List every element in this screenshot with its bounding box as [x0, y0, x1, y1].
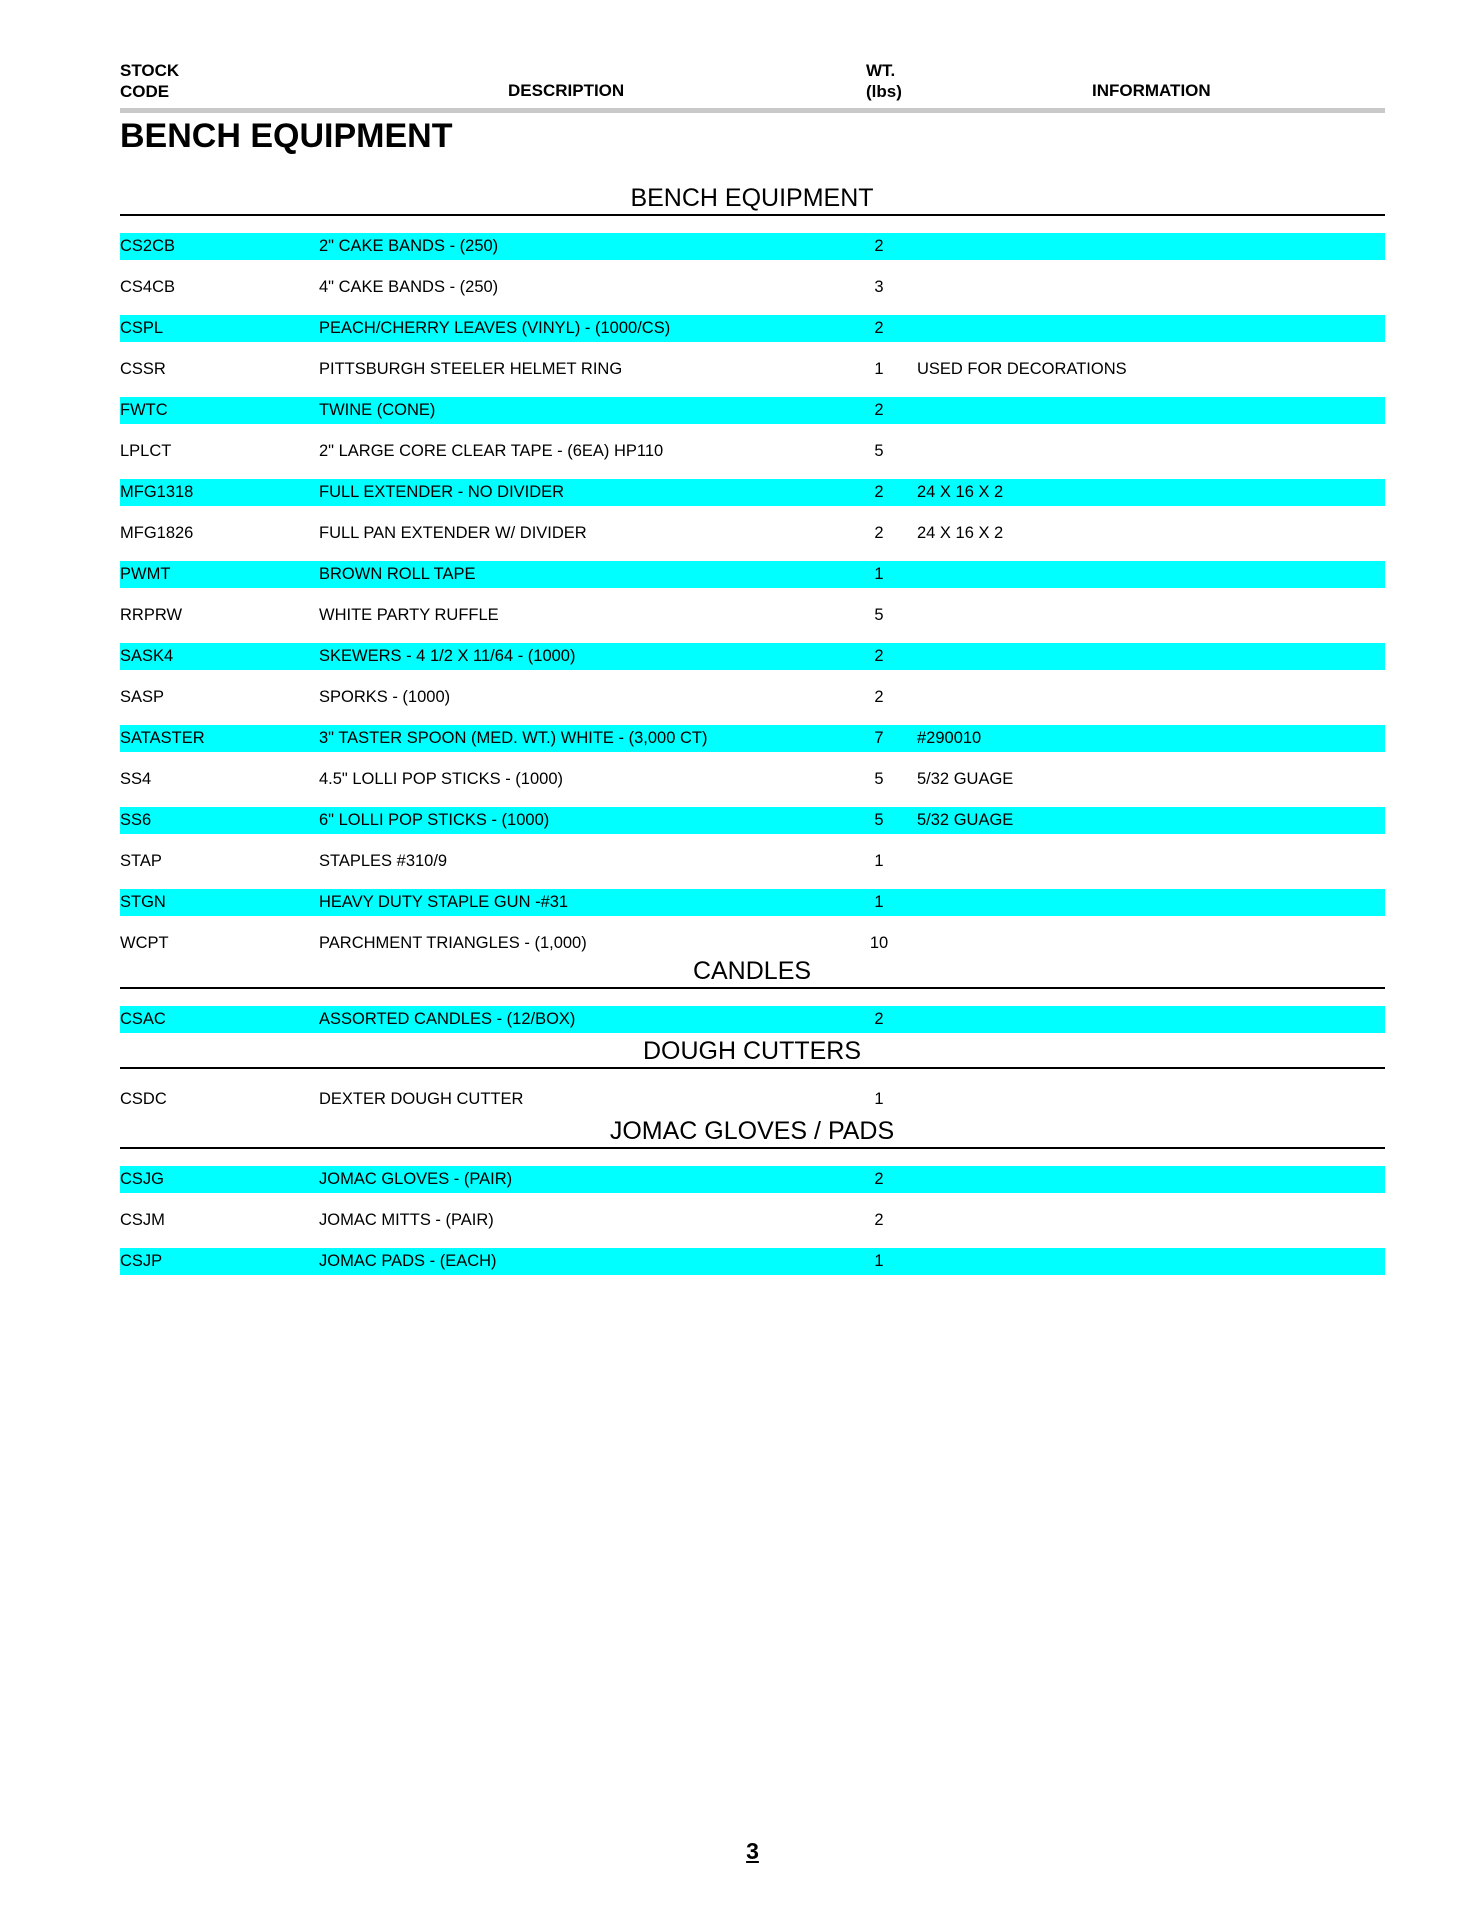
stock-code-cell: SS4 — [120, 770, 152, 788]
section — [120, 182, 1385, 957]
table-row — [120, 807, 1385, 834]
page-title: BENCH EQUIPMENT — [120, 117, 453, 155]
information-cell: 5/32 GUAGE — [917, 811, 1014, 829]
table-row — [120, 1166, 1385, 1193]
description-cell: WHITE PARTY RUFFLE — [319, 606, 499, 624]
section — [120, 1035, 1385, 1113]
weight-cell: 2 — [874, 524, 884, 542]
description-cell: TWINE (CONE) — [319, 401, 436, 419]
stock-code-cell: STGN — [120, 893, 166, 911]
description-cell: SPORKS - (1000) — [319, 688, 451, 706]
description-cell: HEAVY DUTY STAPLE GUN -#31 — [319, 893, 569, 911]
table-row — [120, 438, 1385, 465]
column-header — [120, 56, 1385, 113]
section — [120, 955, 1385, 1033]
stock-code-cell: PWMT — [120, 565, 171, 583]
stock-code-cell: CS4CB — [120, 278, 176, 296]
weight-cell: 1 — [874, 893, 884, 911]
weight-cell: 3 — [874, 278, 884, 296]
section-title — [120, 955, 1385, 989]
description-cell: 6" LOLLI POP STICKS - (1000) — [319, 811, 550, 829]
stock-code-cell: STAP — [120, 852, 162, 870]
information-cell: 5/32 GUAGE — [917, 770, 1014, 788]
description-cell: PARCHMENT TRIANGLES - (1,000) — [319, 934, 587, 952]
weight-cell: 7 — [874, 729, 884, 747]
section-title — [120, 1115, 1385, 1149]
stock-code-cell: CSSR — [120, 360, 166, 378]
section — [120, 1115, 1385, 1275]
table-row — [120, 1248, 1385, 1275]
weight-cell: 2 — [874, 1170, 884, 1188]
weight-cell: 1 — [874, 1090, 884, 1108]
table-row — [120, 1086, 1385, 1113]
table-row — [120, 520, 1385, 547]
weight-cell: 2 — [874, 647, 884, 665]
header-wt-line1: WT. — [866, 61, 896, 80]
section-title-text: JOMAC GLOVES / PADS — [609, 1117, 895, 1145]
description-cell: JOMAC MITTS - (PAIR) — [319, 1211, 494, 1229]
header-weight — [866, 60, 902, 102]
information-cell: 24 X 16 X 2 — [917, 483, 1004, 501]
weight-cell: 1 — [874, 852, 884, 870]
section-rows — [120, 1069, 1385, 1113]
description-cell: 2" CAKE BANDS - (250) — [319, 237, 499, 255]
weight-cell: 2 — [874, 1211, 884, 1229]
weight-cell: 5 — [874, 442, 884, 460]
stock-code-cell: SASP — [120, 688, 165, 706]
description-cell: STAPLES #310/9 — [319, 852, 448, 870]
description-cell: FULL PAN EXTENDER W/ DIVIDER — [319, 524, 587, 542]
description-cell: FULL EXTENDER - NO DIVIDER — [319, 483, 565, 501]
table-row — [120, 1006, 1385, 1033]
table-row — [120, 479, 1385, 506]
description-cell: SKEWERS - 4 1/2 X 11/64 - (1000) — [319, 647, 576, 665]
table-row — [120, 766, 1385, 793]
description-cell: JOMAC PADS - (EACH) — [319, 1252, 497, 1270]
weight-cell: 5 — [874, 811, 884, 829]
section-title-text: DOUGH CUTTERS — [642, 1037, 862, 1065]
stock-code-cell: CSDC — [120, 1090, 167, 1108]
information-cell: 24 X 16 X 2 — [917, 524, 1004, 542]
section-title — [120, 182, 1385, 216]
weight-cell: 1 — [874, 1252, 884, 1270]
table-row — [120, 233, 1385, 260]
table-row — [120, 397, 1385, 424]
description-cell: ASSORTED CANDLES - (12/BOX) — [319, 1010, 576, 1028]
description-cell: JOMAC GLOVES - (PAIR) — [319, 1170, 513, 1188]
table-row — [120, 643, 1385, 670]
description-cell: 4" CAKE BANDS - (250) — [319, 278, 499, 296]
stock-code-cell: CSJP — [120, 1252, 163, 1270]
header-stock-code — [120, 60, 179, 102]
section-title-text: CANDLES — [692, 957, 812, 985]
weight-cell: 5 — [874, 770, 884, 788]
table-row — [120, 848, 1385, 875]
weight-cell: 1 — [874, 360, 884, 378]
stock-code-cell: FWTC — [120, 401, 168, 419]
weight-cell: 2 — [874, 401, 884, 419]
header-description: DESCRIPTION — [508, 81, 625, 100]
description-cell: 3" TASTER SPOON (MED. WT.) WHITE - (3,000 CT) — [319, 729, 708, 747]
stock-code-cell: CSJG — [120, 1170, 165, 1188]
section-title — [120, 1035, 1385, 1069]
stock-code-cell: CSAC — [120, 1010, 166, 1028]
stock-code-cell: MFG1318 — [120, 483, 194, 501]
information-cell: #290010 — [917, 729, 982, 747]
weight-cell: 10 — [869, 934, 889, 952]
stock-code-cell: SS6 — [120, 811, 152, 829]
section-title-text: BENCH EQUIPMENT — [630, 184, 874, 212]
description-cell: BROWN ROLL TAPE — [319, 565, 476, 583]
stock-code-cell: SATASTER — [120, 729, 205, 747]
weight-cell: 1 — [874, 565, 884, 583]
table-row — [120, 684, 1385, 711]
header-stock-line1: STOCK — [120, 61, 180, 80]
sections-container — [120, 182, 1385, 1279]
weight-cell: 2 — [874, 688, 884, 706]
stock-code-cell: WCPT — [120, 934, 169, 952]
description-cell: 2" LARGE CORE CLEAR TAPE - (6EA) HP110 — [319, 442, 664, 460]
table-row — [120, 725, 1385, 752]
information-cell: USED FOR DECORATIONS — [917, 360, 1127, 378]
header-wt-line2: (lbs) — [866, 82, 902, 101]
stock-code-cell: MFG1826 — [120, 524, 194, 542]
table-row — [120, 315, 1385, 342]
weight-cell: 5 — [874, 606, 884, 624]
weight-cell: 2 — [874, 1010, 884, 1028]
stock-code-cell: CS2CB — [120, 237, 176, 255]
table-row — [120, 602, 1385, 629]
section-rows — [120, 989, 1385, 1033]
description-cell: DEXTER DOUGH CUTTER — [319, 1090, 524, 1108]
table-row — [120, 274, 1385, 301]
section-rows — [120, 216, 1385, 957]
stock-code-cell: CSPL — [120, 319, 164, 337]
weight-cell: 2 — [874, 319, 884, 337]
header-information: INFORMATION — [1092, 81, 1211, 100]
weight-cell: 2 — [874, 483, 884, 501]
description-cell: PITTSBURGH STEELER HELMET RING — [319, 360, 623, 378]
table-row — [120, 1207, 1385, 1234]
stock-code-cell: SASK4 — [120, 647, 174, 665]
table-row — [120, 356, 1385, 383]
table-row — [120, 561, 1385, 588]
stock-code-cell: RRPRW — [120, 606, 183, 624]
description-cell: 4.5" LOLLI POP STICKS - (1000) — [319, 770, 563, 788]
header-stock-line2: CODE — [120, 82, 170, 101]
stock-code-cell: CSJM — [120, 1211, 165, 1229]
table-row — [120, 889, 1385, 916]
table-row — [120, 930, 1385, 957]
section-rows — [120, 1149, 1385, 1275]
stock-code-cell: LPLCT — [120, 442, 172, 460]
page-number: 3 — [746, 1838, 759, 1864]
weight-cell: 2 — [874, 237, 884, 255]
description-cell: PEACH/CHERRY LEAVES (VINYL) - (1000/CS) — [319, 319, 671, 337]
